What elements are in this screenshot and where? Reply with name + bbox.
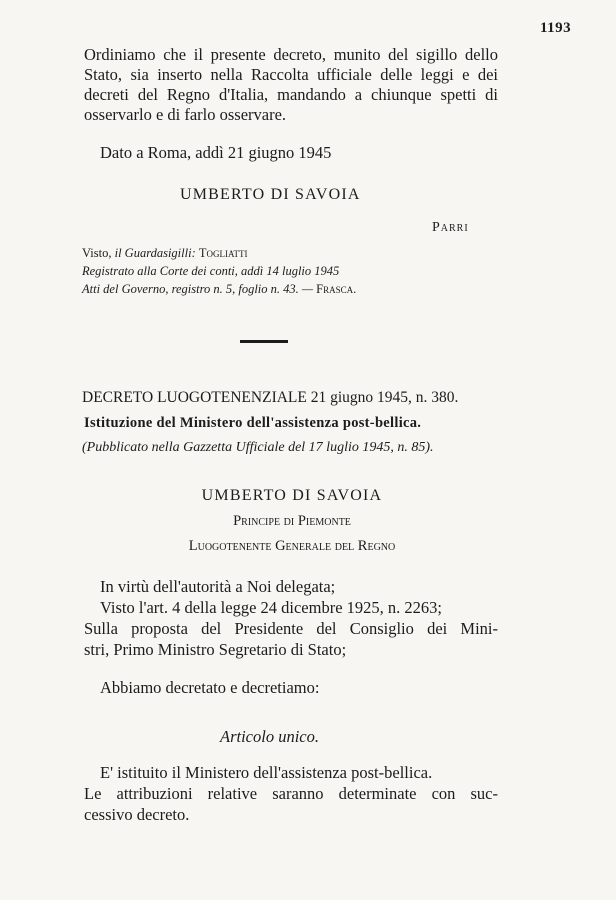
atti-line xyxy=(82,281,356,298)
article-title: Articolo unico. xyxy=(220,727,319,746)
recital-1: In virtù dell'autorità a Noi delegata; xyxy=(100,577,336,596)
decree-heading: DECRETO LUOGOTENENZIALE 21 giugno 1945, n. 380. xyxy=(82,389,459,406)
countersigner-name: Parri xyxy=(432,220,469,235)
recital-2: Visto l'art. 4 della legge 24 dicembre 1925, n. 2263; xyxy=(100,598,442,617)
sovereign-title-2: Luogotenente Generale del Regno xyxy=(188,538,396,554)
decree-subject: Istituzione del Ministero dell'assistenza post-bellica. xyxy=(84,415,422,431)
atti-text: Atti del Governo, registro n. 5, foglio n. 43. — xyxy=(82,282,314,296)
decree-publication: (Pubblicato nella Gazzetta Ufficiale del 17 luglio 1945, n. 85). xyxy=(82,440,434,455)
visto-line xyxy=(82,245,247,262)
visto-name: Togliatti xyxy=(198,246,248,260)
atti-name: Frasca. xyxy=(316,282,357,296)
visto-label: il Guardasigilli: xyxy=(114,246,196,260)
signer-name: UMBERTO DI SAVOIA xyxy=(180,186,361,203)
sovereign-title-1: Principe di Piemonte xyxy=(233,513,351,529)
registrato-line: Registrato alla Corte dei conti, addì 14 luglio 1945 xyxy=(82,264,340,278)
closing-paragraph: Ordiniamo che il presente decreto, munito del sigillo dello Stato, sia inserto nella Raccolta ufficiale delle leggi e dei decreti del Regno d'Italia, mandando a chiunque spetti di osservarlo e di farlo osservare. xyxy=(84,45,498,124)
article-line-2: Le attribuzioni relative saranno determinate con suc- xyxy=(84,784,498,803)
sovereign-name: UMBERTO DI SAVOIA xyxy=(201,487,383,504)
visto-prefix: Visto, xyxy=(82,246,112,260)
enacting-clause: Abbiamo decretato e decretiamo: xyxy=(100,678,320,697)
recital-3-line-2: stri, Primo Ministro Segretario di Stato; xyxy=(84,640,347,659)
section-divider xyxy=(240,340,288,343)
recital-3-line-1: Sulla proposta del Presidente del Consiglio dei Mini- xyxy=(84,619,498,638)
page-number: 1193 xyxy=(540,20,572,36)
date-line: Dato a Roma, addì 21 giugno 1945 xyxy=(100,143,332,162)
article-line-1: E' istituito il Ministero dell'assistenza post-bellica. xyxy=(100,763,433,782)
article-line-3: cessivo decreto. xyxy=(84,805,190,824)
